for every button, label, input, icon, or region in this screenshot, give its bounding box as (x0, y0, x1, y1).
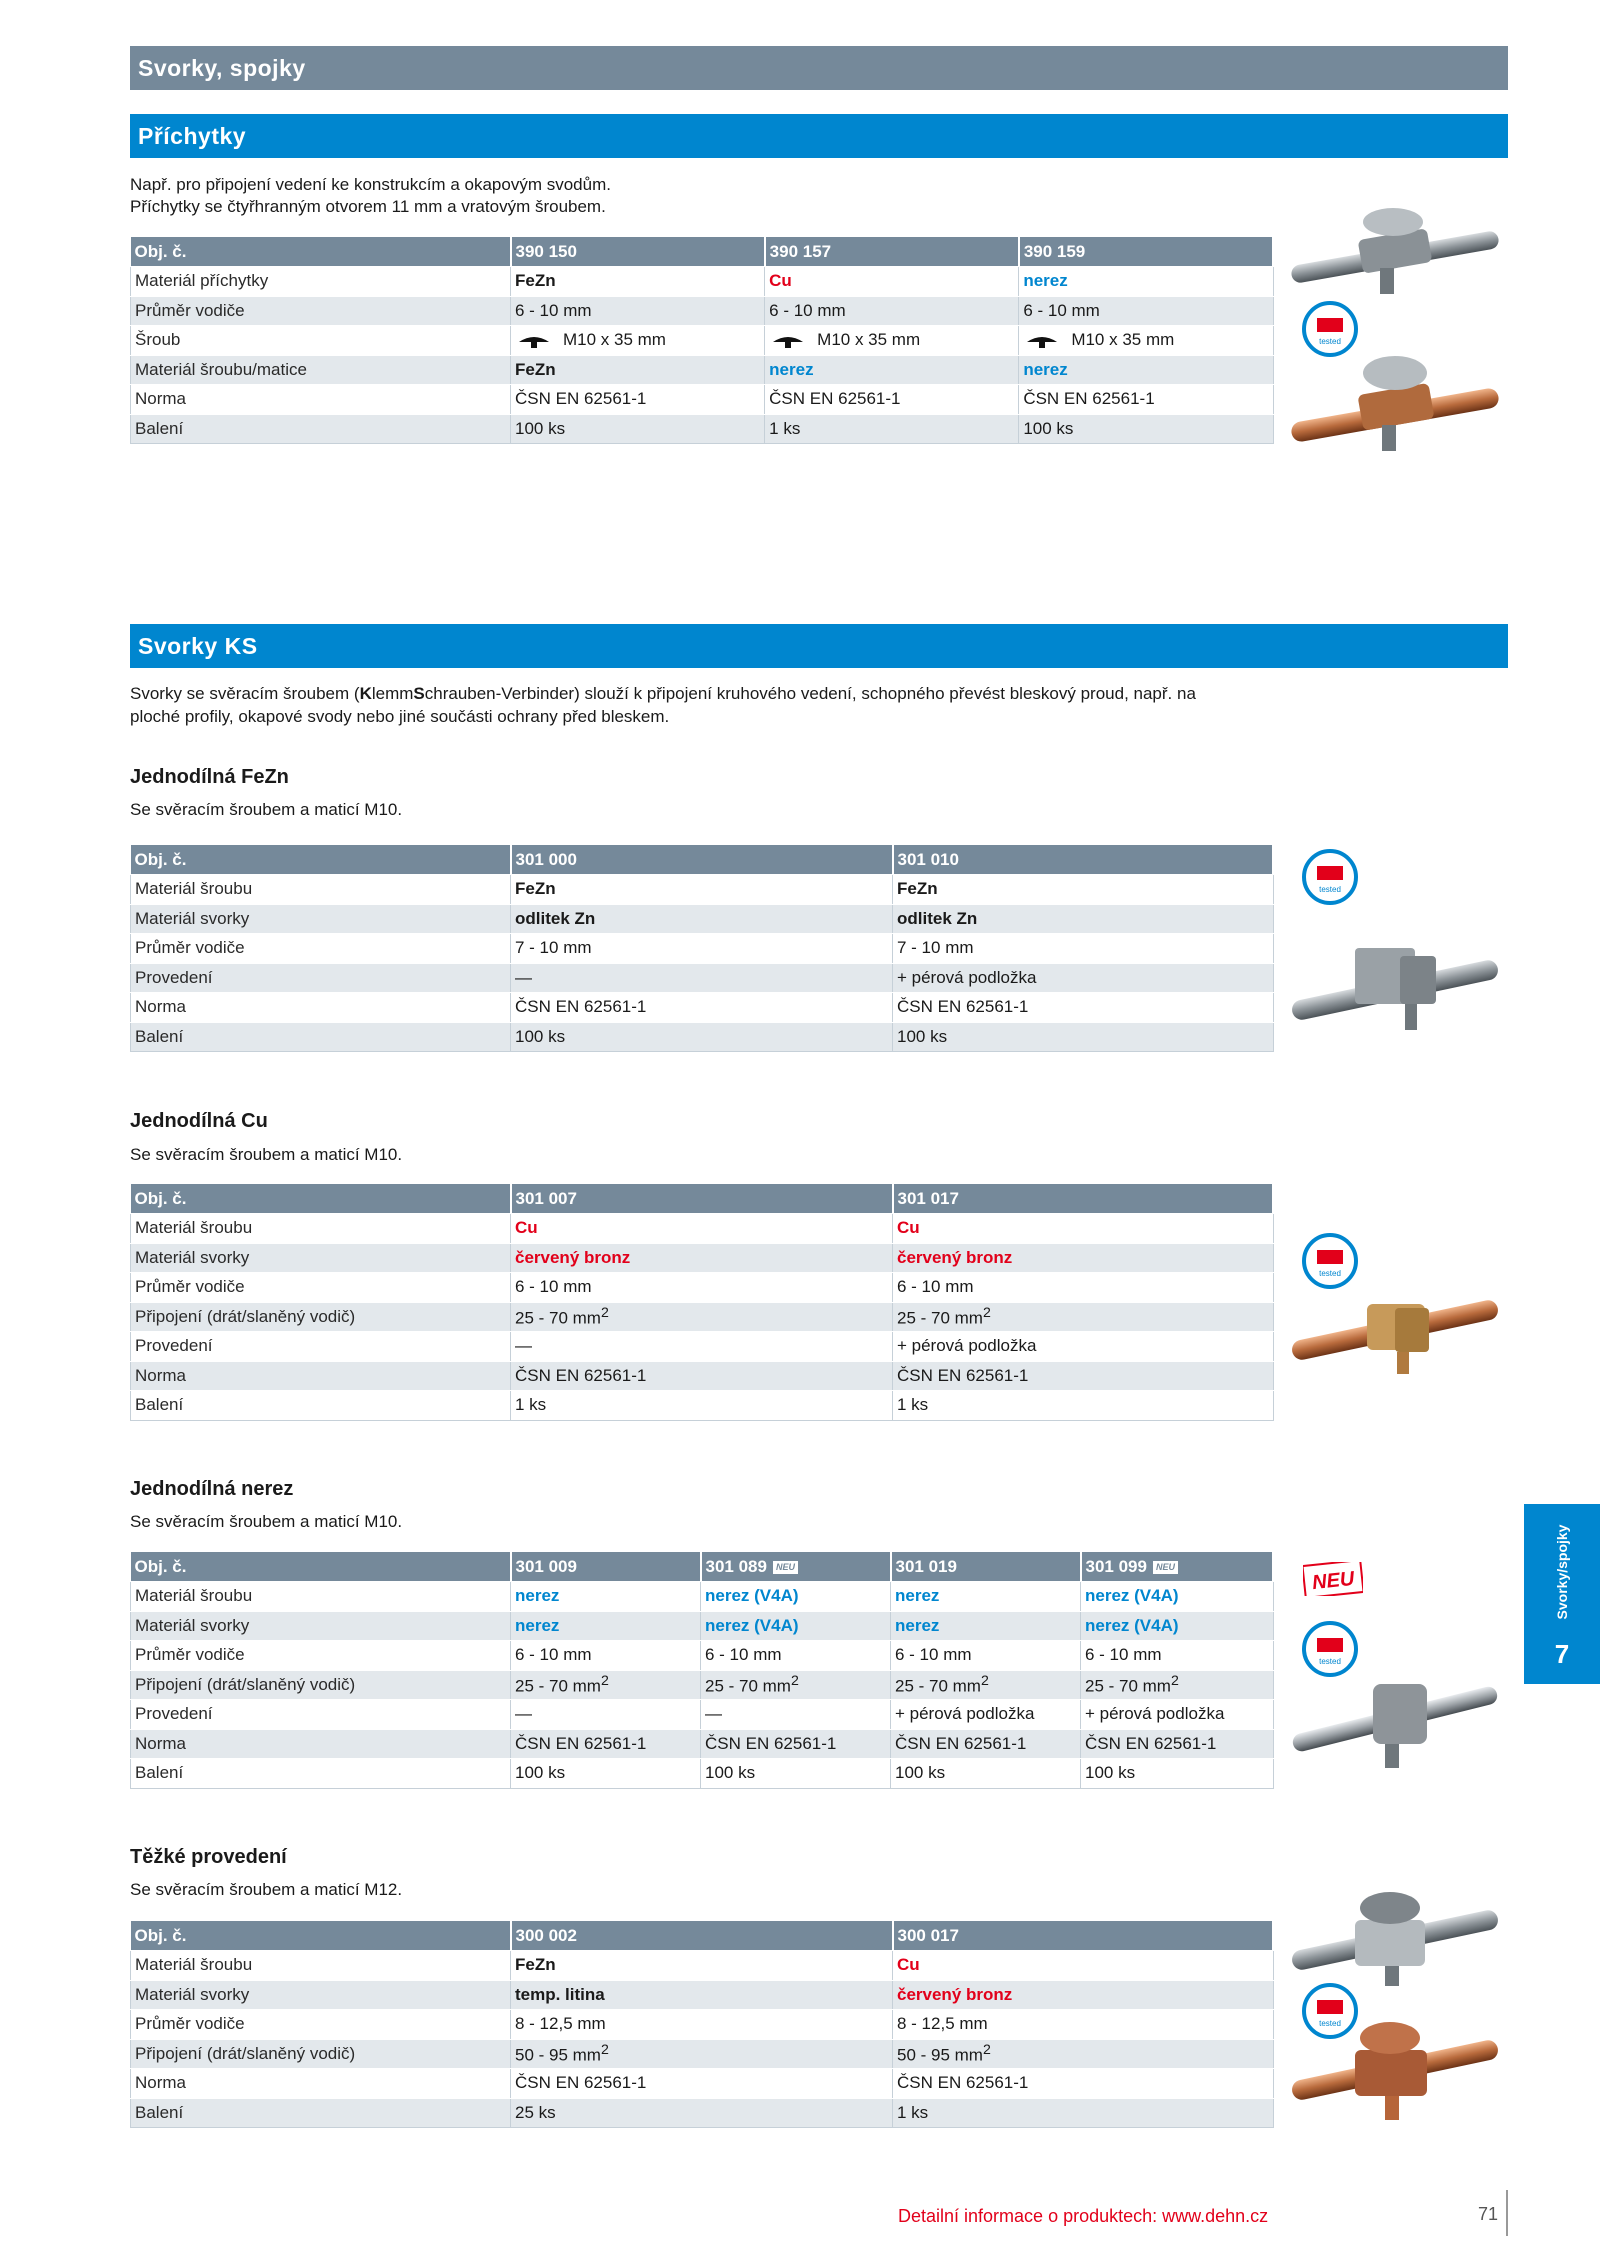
table-cell: 25 - 70 $mm^2$ (1081, 1670, 1274, 1700)
table-cell: 8 - 12,5 mm (893, 2010, 1274, 2040)
cu-table (130, 1184, 1274, 1421)
row-label: Norma (131, 385, 511, 415)
table-row (131, 875, 1274, 905)
table-row (131, 1243, 1274, 1273)
table-row (131, 1729, 1274, 1759)
clamp-ks-fezn-image (1285, 920, 1505, 1040)
row-label: Průměr vodiče (131, 1641, 511, 1671)
row-label: Materiál šroubu (131, 1951, 511, 1981)
side-tab-number: 7 (1554, 1639, 1570, 1669)
row-label: Připojení (drát/slaněný vodič) (131, 2039, 511, 2069)
table-cell: 6 - 10 mm (1019, 296, 1273, 326)
table-row (131, 1641, 1274, 1671)
table-cell: 6 - 10 mm (1081, 1641, 1274, 1671)
table-cell: 100 ks (1081, 1759, 1274, 1789)
header-cell: 390 159 (1019, 237, 1273, 267)
table-cell: 6 - 10 mm (765, 296, 1019, 326)
row-label: Norma (131, 2069, 511, 2099)
header-cell: 300 017 (893, 1921, 1274, 1951)
screw-size: M10 x 35 mm (563, 330, 666, 350)
table-cell: 100 ks (511, 414, 765, 444)
table-cell: odlitek Zn (511, 904, 893, 934)
row-label: Provedení (131, 963, 511, 993)
row-label: Průměr vodiče (131, 1273, 511, 1303)
table-cell: ČSN EN 62561-1 (1081, 1729, 1274, 1759)
subsection-title-heavy: Těžké provedení (130, 1846, 287, 1868)
chapter-header: Svorky, spojky (130, 46, 1508, 90)
table-row (131, 934, 1274, 964)
table-cell: Cu (893, 1214, 1274, 1244)
table-row (131, 267, 1274, 297)
table-cell: 1 ks (893, 2098, 1274, 2128)
subsection-title-fezn: Jednodílná FeZn (130, 766, 289, 788)
table-cell: červený bronz (511, 1243, 893, 1273)
table-cell: 7 - 10 mm (511, 934, 893, 964)
side-tab-label: Svorky/spojky (1554, 1524, 1570, 1620)
header-cell: 301 099 NEU (1081, 1552, 1274, 1582)
table-cell: 25 - 70 $mm^2$ (891, 1670, 1081, 1700)
table-row (131, 1332, 1274, 1362)
row-label: Připojení (drát/slaněný vodič) (131, 1302, 511, 1332)
header-cell: 390 150 (511, 237, 765, 267)
subsection-subtitle-cu: Se svěracím šroubem a maticí M10. (130, 1145, 403, 1164)
row-label: Balení (131, 414, 511, 444)
svg-text:NEU: NEU (1311, 1567, 1356, 1595)
table-cell: odlitek Zn (893, 904, 1274, 934)
table-cell: nerez (1019, 355, 1273, 385)
table-cell: ČSN EN 62561-1 (511, 993, 893, 1023)
table-cell: 6 - 10 mm (511, 1641, 701, 1671)
header-cell: 390 157 (765, 237, 1019, 267)
section-title-prichytky: Příchytky (130, 114, 1508, 158)
header-cell: 301 089 NEU (701, 1552, 891, 1582)
svg-text:tested: tested (1319, 885, 1341, 894)
table-cell: nerez (V4A) (701, 1611, 891, 1641)
table-cell: ČSN EN 62561-1 (1019, 385, 1273, 415)
header-cell: 301 009 (511, 1552, 701, 1582)
table-cell: 6 - 10 mm (511, 1273, 893, 1303)
table-cell: 25 - 70 $mm^2$ (893, 1302, 1274, 1332)
table-cell: červený bronz (893, 1243, 1274, 1273)
svg-text:tested: tested (1319, 2019, 1341, 2028)
table-cell: 100 ks (893, 1022, 1274, 1052)
table-cell: ČSN EN 62561-1 (701, 1729, 891, 1759)
row-label: Balení (131, 1391, 511, 1421)
table-cell: nerez (V4A) (1081, 1611, 1274, 1641)
header-cell: Obj. č. (131, 1921, 511, 1951)
table-cell: nerez (891, 1582, 1081, 1612)
row-label: Průměr vodiče (131, 934, 511, 964)
table-cell: 6 - 10 mm (891, 1641, 1081, 1671)
table-cell: Cu (511, 1214, 893, 1244)
clamp-cu-image (1285, 345, 1505, 455)
table-cell: + pérová podložka (893, 1332, 1274, 1362)
table-cell (1019, 326, 1273, 356)
row-label: Balení (131, 1022, 511, 1052)
new-product-tag: NEU (1153, 1561, 1178, 1574)
table-cell: ČSN EN 62561-1 (891, 1729, 1081, 1759)
new-product-tag: NEU (773, 1561, 798, 1574)
table-cell: 8 - 12,5 mm (511, 2010, 893, 2040)
table-row (131, 2069, 1274, 2099)
row-label: Balení (131, 1759, 511, 1789)
header-cell: Obj. č. (131, 845, 511, 875)
row-label: Materiál svorky (131, 904, 511, 934)
clamp-ks-nerez-image (1285, 1660, 1505, 1780)
table-cell: nerez (1019, 267, 1273, 297)
subsection-subtitle-heavy: Se svěracím šroubem a maticí M12. (130, 1880, 403, 1899)
new-product-badge (1303, 1562, 1363, 1596)
svg-text:tested: tested (1319, 1657, 1341, 1666)
header-cell: 301 019 (891, 1552, 1081, 1582)
table-cell: nerez (V4A) (701, 1582, 891, 1612)
table-row (131, 1302, 1274, 1332)
table-row (131, 296, 1274, 326)
table-cell: 50 - 95 $mm^2$ (893, 2039, 1274, 2069)
table-cell: FeZn (511, 875, 893, 905)
page-number: 71 (1478, 2204, 1499, 2224)
heavy-table (130, 1921, 1274, 2128)
row-label: Průměr vodiče (131, 296, 511, 326)
table-row (131, 414, 1274, 444)
carriage-bolt-icon (771, 334, 805, 348)
table-cell: 25 ks (511, 2098, 893, 2128)
table-cell: 100 ks (511, 1022, 893, 1052)
screw-size: M10 x 35 mm (817, 330, 921, 350)
table-cell: 25 - 70 $mm^2$ (511, 1670, 701, 1700)
table-cell: ČSN EN 62561-1 (511, 385, 765, 415)
row-label: Materiál šroubu (131, 875, 511, 905)
carriage-bolt-icon (517, 334, 551, 348)
table-row (131, 1391, 1274, 1421)
table-cell: FeZn (893, 875, 1274, 905)
svg-text:tested: tested (1319, 337, 1341, 346)
tested-badge-icon (1301, 848, 1359, 906)
row-label: Materiál šroubu (131, 1214, 511, 1244)
row-label: Materiál šroubu/matice (131, 355, 511, 385)
table-row (131, 1214, 1274, 1244)
header-cell: 301 007 (511, 1184, 893, 1214)
table-cell: 6 - 10 mm (701, 1641, 891, 1671)
table-cell: Cu (893, 1951, 1274, 1981)
table-cell (511, 326, 765, 356)
table-cell: 1 ks (511, 1391, 893, 1421)
table-cell: 25 - 70 $mm^2$ (511, 1302, 893, 1332)
table-row (131, 1759, 1274, 1789)
clamp-heavy-cu-image (1285, 2010, 1505, 2130)
subsection-subtitle-nerez: Se svěracím šroubem a maticí M10. (130, 1512, 403, 1531)
table-cell: temp. litina (511, 1980, 893, 2010)
header-cell: 301 000 (511, 845, 893, 875)
table-header-row (131, 237, 1274, 267)
row-label: Materiál svorky (131, 1611, 511, 1641)
table-cell: ČSN EN 62561-1 (511, 1361, 893, 1391)
table-cell: ČSN EN 62561-1 (765, 385, 1019, 415)
row-label: Šroub (131, 326, 511, 356)
table-cell: 100 ks (891, 1759, 1081, 1789)
table-row (131, 1670, 1274, 1700)
table-row (131, 1582, 1274, 1612)
clamp-heavy-fezn-image (1285, 1880, 1505, 1990)
table-row (131, 1980, 1274, 2010)
table-cell: — (511, 963, 893, 993)
page-divider (1506, 2190, 1508, 2236)
header-cell: Obj. č. (131, 1184, 511, 1214)
row-label: Provedení (131, 1332, 511, 1362)
table-cell: — (511, 1332, 893, 1362)
prichytky-table (130, 237, 1274, 444)
carriage-bolt-icon (1025, 334, 1059, 348)
table-header-row (131, 845, 1274, 875)
table-cell: FeZn (511, 355, 765, 385)
table-row (131, 2010, 1274, 2040)
table-cell: nerez (511, 1611, 701, 1641)
table-cell: — (701, 1700, 891, 1730)
table-cell: 50 - 95 $mm^2$ (511, 2039, 893, 2069)
table-cell: 6 - 10 mm (511, 296, 765, 326)
table-header-row (131, 1552, 1274, 1582)
table-cell: nerez (891, 1611, 1081, 1641)
table-header-row (131, 1921, 1274, 1951)
row-label: Průměr vodiče (131, 2010, 511, 2040)
table-cell: ČSN EN 62561-1 (511, 2069, 893, 2099)
table-cell (765, 326, 1019, 356)
table-cell: nerez (511, 1582, 701, 1612)
table-cell: FeZn (511, 267, 765, 297)
table-row (131, 963, 1274, 993)
subsection-title-nerez: Jednodílná nerez (130, 1478, 294, 1500)
table-row (131, 1022, 1274, 1052)
clamp-ks-cu-image (1285, 1270, 1505, 1390)
table-cell: ČSN EN 62561-1 (893, 2069, 1274, 2099)
footer-link[interactable]: Detailní informace o produktech: www.dehn.cz (898, 2206, 1269, 2226)
table-row (131, 1361, 1274, 1391)
table-cell: — (511, 1700, 701, 1730)
row-label: Balení (131, 2098, 511, 2128)
table-cell: 1 ks (893, 1391, 1274, 1421)
prichytky-description-line1: Např. pro připojení vedení ke konstrukcím a okapovým svodům. (130, 175, 611, 194)
table-cell: ČSN EN 62561-1 (511, 1729, 701, 1759)
table-cell: 1 ks (765, 414, 1019, 444)
row-label: Připojení (drát/slaněný vodič) (131, 1670, 511, 1700)
table-cell: + pérová podložka (891, 1700, 1081, 1730)
table-row (131, 385, 1274, 415)
row-label: Materiál příchytky (131, 267, 511, 297)
screw-size: M10 x 35 mm (1071, 330, 1175, 350)
table-cell: 100 ks (511, 1759, 701, 1789)
table-cell: nerez (V4A) (1081, 1582, 1274, 1612)
table-row (131, 993, 1274, 1023)
table-header-row (131, 1184, 1274, 1214)
ks-description-line2: ploché profily, okapové svody nebo jiné součásti ochrany před bleskem. (130, 707, 670, 726)
prichytky-description-line2: Příchytky se čtyřhranným otvorem 11 mm a vratovým šroubem. (130, 197, 606, 216)
table-row (131, 904, 1274, 934)
table-cell: + pérová podložka (1081, 1700, 1274, 1730)
header-cell: Obj. č. (131, 1552, 511, 1582)
section-title-svorky-ks: Svorky KS (130, 624, 1508, 668)
table-cell: 25 - 70 $mm^2$ (701, 1670, 891, 1700)
row-label: Provedení (131, 1700, 511, 1730)
row-label: Norma (131, 993, 511, 1023)
table-cell: 7 - 10 mm (893, 934, 1274, 964)
table-cell: 100 ks (701, 1759, 891, 1789)
row-label: Norma (131, 1361, 511, 1391)
row-label: Norma (131, 1729, 511, 1759)
clamp-fezn-image (1285, 200, 1505, 300)
table-row (131, 2039, 1274, 2069)
table-row (131, 1951, 1274, 1981)
header-cell: 300 002 (511, 1921, 893, 1951)
row-label: Materiál svorky (131, 1243, 511, 1273)
table-row (131, 1611, 1274, 1641)
table-row (131, 326, 1274, 356)
chapter-side-tab[interactable] (1524, 1504, 1600, 1684)
table-cell: červený bronz (893, 1980, 1274, 2010)
header-cell: 301 010 (893, 845, 1274, 875)
table-row (131, 2098, 1274, 2128)
table-cell: Cu (765, 267, 1019, 297)
table-cell: nerez (765, 355, 1019, 385)
header-cell: 301 017 (893, 1184, 1274, 1214)
table-cell: FeZn (511, 1951, 893, 1981)
table-cell: ČSN EN 62561-1 (893, 1361, 1274, 1391)
ks-description-line1: Svorky se svěracím šroubem (KlemmSchrauben-Verbinder) slouží k připojení kruhového vedení, schopného převést bleskový proud, např. na (130, 684, 1196, 703)
subsection-title-cu: Jednodílná Cu (130, 1110, 268, 1132)
table-cell: 100 ks (1019, 414, 1273, 444)
table-row (131, 1700, 1274, 1730)
svg-text:tested: tested (1319, 1269, 1341, 1278)
table-cell: ČSN EN 62561-1 (893, 993, 1274, 1023)
row-label: Materiál svorky (131, 1980, 511, 2010)
table-row (131, 355, 1274, 385)
table-row (131, 1273, 1274, 1303)
header-cell: Obj. č. (131, 237, 511, 267)
row-label: Materiál šroubu (131, 1582, 511, 1612)
subsection-subtitle-fezn: Se svěracím šroubem a maticí M10. (130, 800, 403, 819)
nerez-table (130, 1552, 1274, 1789)
fezn-table (130, 845, 1274, 1052)
table-cell: 6 - 10 mm (893, 1273, 1274, 1303)
table-cell: + pérová podložka (893, 963, 1274, 993)
